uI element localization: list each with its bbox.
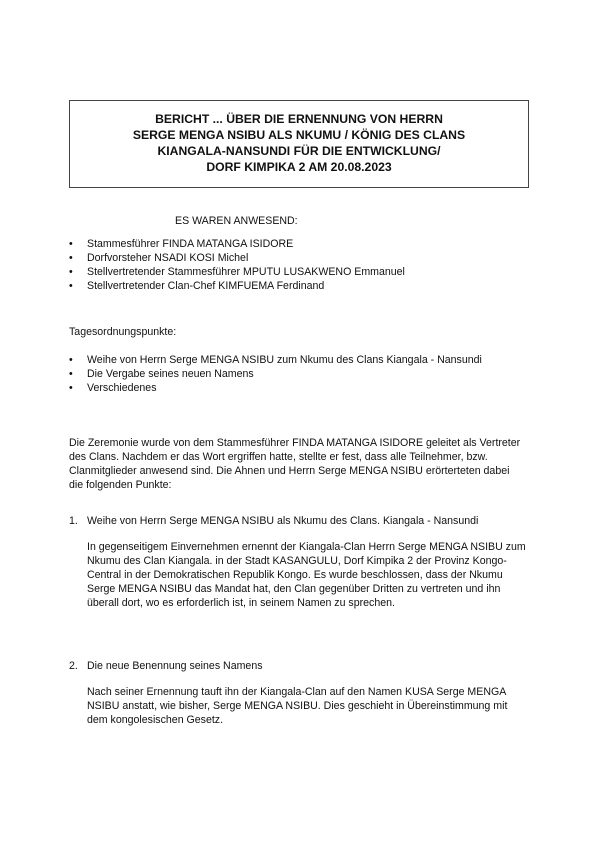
- section-heading: Weihe von Herrn Serge MENGA NSIBU als Nkumu des Clans. Kiangala - Nansundi: [87, 515, 479, 527]
- list-item: • Stellvertretender Stammesführer MPUTU LUSAKWENO Emmanuel: [69, 266, 405, 278]
- title-line: SERGE MENGA NSIBU ALS NKUMU / KÖNIG DES CLANS: [132, 128, 466, 142]
- intro-paragraph: Die Zeremonie wurde von dem Stammesführer FINDA MATANGA ISIDORE geleitet als Vertreter des Clans. Nachdem er das Wort ergriffen hatte, stellte er fest, dass alle Teilnehmer, bzw. Clanmitglieder anwesend sind. Die Ahnen und Herrn Serge MENGA NSIBU erörterteten dabei die folgenden Punkte:: [69, 437, 521, 491]
- bullet-icon: •: [69, 238, 73, 250]
- section-1: [69, 514, 529, 610]
- section-number: 2.: [69, 660, 78, 672]
- section-body: Nach seiner Ernennung tauft ihn der Kiangala-Clan auf den Namen KUSA Serge MENGA NSIBU anstatt, wie bisher, Serge MENGA NSIBU. Dies geschieht in Übereinstimmung mit dem kongolesischen Gesetz.: [87, 686, 508, 726]
- list-item: • Verschiedenes: [69, 382, 157, 394]
- title-line: KIANGALA-NANSUNDI FÜR DIE ENTWICKLUNG/: [157, 144, 441, 158]
- list-item: • Die Vergabe seines neuen Namens: [69, 368, 254, 380]
- list-item: • Weihe von Herrn Serge MENGA NSIBU zum Nkumu des Clans Kiangala - Nansundi: [69, 354, 482, 366]
- title-line: BERICHT ... ÜBER DIE ERNENNUNG VON HERRN: [155, 112, 443, 126]
- list-item: • Dorfvorsteher NSADI KOSI Michel: [69, 252, 249, 264]
- report-title-box: [69, 100, 529, 188]
- bullet-icon: •: [69, 280, 73, 292]
- title-line: DORF KIMPIKA 2 AM 20.08.2023: [206, 160, 392, 174]
- section-number: 1.: [69, 515, 78, 527]
- attendees-heading: ES WAREN ANWESEND:: [175, 215, 298, 227]
- agenda-list: [0, 353, 507, 395]
- list-item: • Stammesführer FINDA MATANGA ISIDORE: [69, 238, 294, 250]
- section-2: [69, 659, 529, 727]
- list-item: • Stellvertretender Clan-Chef KIMFUEMA Ferdinand: [69, 280, 325, 292]
- section-body: In gegenseitigem Einvernehmen ernennt der Kiangala-Clan Herrn Serge MENGA NSIBU zum Nkumu des Clan Kiangala. in der Stadt KASANGULU, Dorf Kimpika 2 der Provinz Kongo-Central in der Demokratischen Republik Kongo. Es wurde beschlossen, dass der Nkumu Serge MENGA NSIBU das Mandat hat, den Clan gegenüber Dritten zu vertreten und ihn überall dort, wo es erforderlich ist, in seinem Namen zu sprechen.: [87, 541, 526, 609]
- attendees-list: [0, 237, 507, 293]
- bullet-icon: •: [69, 252, 73, 264]
- bullet-icon: •: [69, 382, 73, 394]
- agenda-heading: Tagesordnungspunkte:: [69, 326, 177, 338]
- bullet-icon: •: [69, 266, 73, 278]
- bullet-icon: •: [69, 354, 73, 366]
- section-heading: Die neue Benennung seines Namens: [87, 660, 263, 672]
- bullet-icon: •: [69, 368, 73, 380]
